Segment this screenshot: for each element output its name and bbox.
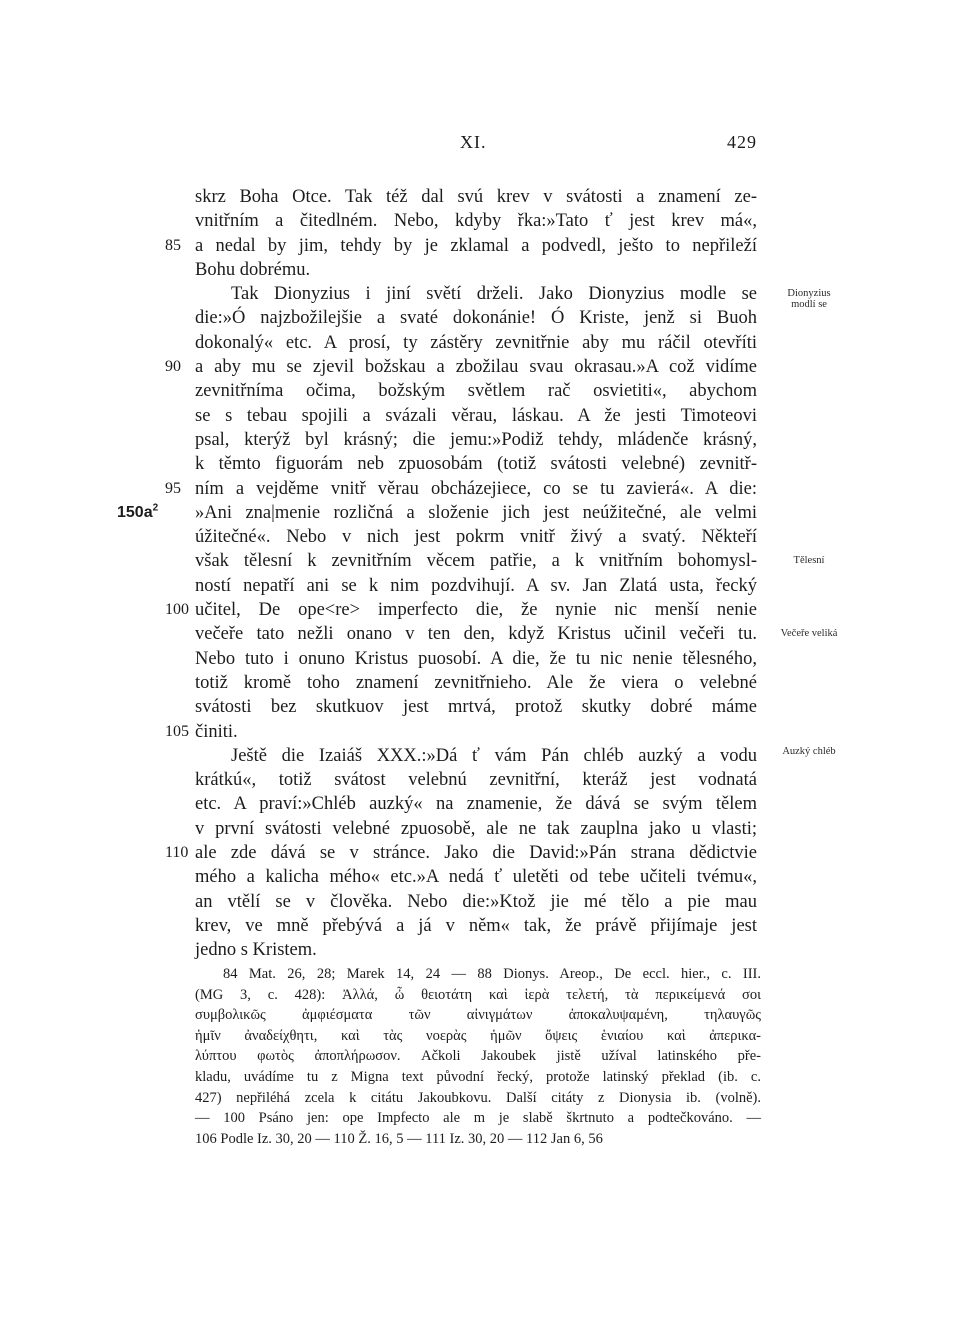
text-line: [195, 379, 757, 403]
margin-note-line: Auzký chléb: [782, 746, 836, 757]
folio-sup: 2: [152, 502, 159, 514]
footnote-line: 84 Mat. 26, 28; Marek 14, 24 — 88 Dionys. Areop., De eccl. hier., c. III.: [223, 966, 761, 982]
footnote-line: συμβολικῶς ἀμφιέσματα τῶν αἰνιγμάτων ἀποκαλυψαμένη, τηλαυγῶς: [195, 1007, 761, 1024]
text-line: [195, 258, 757, 282]
line-number: 95: [165, 479, 181, 497]
line-text: zevnitřníma očima, božským světlem rač osvietiti«, abychom: [195, 381, 757, 402]
text-line: [195, 914, 757, 938]
footnote-line: (MG 3, c. 428): Ἀλλά, ὦ θειοτάτη καὶ ἱερὰ τελετή, τὰ περικείμενά σοι: [195, 986, 761, 1003]
text-line: [195, 792, 757, 816]
margin-note-line: Tělesní: [793, 555, 825, 566]
line-text: svátosti bez skutkuov jest mrtvá, protož skutky dobré máme: [195, 697, 757, 718]
text-line: [195, 890, 757, 914]
line-text: »Ani zna|menie rozličná a složenie jich jest neúžitečné, ale velmi: [195, 502, 757, 523]
line-text: skrz Boha Otce. Tak též dal svú krev v svátosti a znamení ze-: [195, 187, 757, 207]
margin-note-auzky-chleb: [768, 746, 850, 757]
footnote-line: kladu, uvádíme tu z Migna text původní řecký, protože latinský překlad (ib. c.: [195, 1068, 761, 1085]
line-text: činiti.: [195, 721, 238, 742]
line-text: etc. A praví:»Chléb auzký« na znamenie, že dává se svým tělem: [195, 794, 757, 815]
text-line: [195, 428, 757, 452]
margin-note-dionyzius: [768, 288, 850, 310]
text-line: [195, 306, 757, 330]
text-line: [165, 355, 757, 379]
line-text: v první svátosti velebné zpuosobě, ale ne tak zauplna jako u vlasti;: [195, 818, 757, 839]
text-line: [165, 841, 757, 865]
footnote-line: — 100 Psáno jen: ope Impfecto ale m je slabě škrtnuto a podtečkováno. —: [195, 1110, 761, 1127]
text-line: [195, 865, 757, 889]
line-text: však tělesní k zevnitřním věcem patřie, a k vnitřním bohomysl-: [195, 551, 757, 572]
line-text: psal, kterýž byl krásný; die jemu:»Podiž tehdy, mládenče krásný,: [195, 429, 757, 450]
line-number: 100: [165, 601, 189, 619]
running-header: [195, 132, 757, 156]
text-line: [195, 209, 757, 233]
text-line: [195, 331, 757, 355]
text-line: [195, 622, 757, 646]
line-text: krev, ve mně přebývá a já v něm« tak, že právě přijímaje jest: [195, 915, 757, 936]
text-line: [165, 234, 757, 258]
text-line: [117, 501, 757, 525]
line-text: večeře tato nežli onano v ten den, když Kristus učinil večeři tu.: [195, 624, 757, 645]
line-text: a aby mu se zjevil božskau a zbožilau svau okrasau.»A což vidíme: [195, 357, 757, 378]
text-line: [195, 768, 757, 792]
margin-note-line: modlí se: [791, 299, 827, 310]
line-text: mého a kalicha mého« etc.»A nedá ť uletěti od tebe učiteli tvému«,: [195, 867, 757, 888]
section-number: XI.: [460, 132, 487, 152]
line-text: Ještě die Izaiáš XXX.:»Dá ť vám Pán chléb auzký a vodu: [231, 745, 757, 766]
text-line: [195, 695, 757, 719]
line-text: Nebo tuto i onuno Kristus puosobí. A die, že tu nic nenie tělesného,: [195, 648, 757, 669]
line-text: an vtělí se v člověka. Nebo die:»Ktož jie mé tělo a pie mau: [195, 891, 757, 912]
folio-base: 150a: [117, 503, 153, 521]
line-text: die:»Ó najzbožilejšie a svaté dokonánie! Ó Kriste, jenž si Buoh: [195, 308, 757, 329]
page-number: 429: [727, 132, 757, 152]
line-text: učitel, De ope<re> imperfecto die, že nynie nic menší nenie: [195, 600, 757, 621]
margin-note-line: Večeře veliká: [780, 628, 838, 639]
line-text: ale zde dává se v stránce. Jako die David:»Pán strana dědictvie: [195, 843, 757, 864]
line-text: Bohu dobrému.: [195, 259, 311, 280]
line-text: k těmto figuorám neb zpuosobám (totiž svátosti velebné) zevnitř-: [195, 454, 757, 475]
text-line: [195, 938, 757, 962]
footnote-line: λύπτου φωτὸς ἀποπλήρωσον. Ačkoli Jakoubek jistě užíval latinského pře-: [195, 1048, 761, 1065]
text-line: [165, 598, 757, 622]
text-line: [165, 720, 757, 744]
line-text: a nedal by jim, tehdy by je zklamal a podvedl, ješto to nepřileží: [195, 235, 757, 256]
line-text: totiž kromě toho znamení zevnitřnieho. Ale že viera o velebné: [195, 672, 757, 693]
text-line: [165, 477, 757, 501]
footnote-line: ἡμῖν ἀναδείχθητι, καὶ τὰς νοερὰς ἡμῶν ὄψεις ἑνιαίου καὶ ἀπερικα-: [195, 1027, 761, 1044]
footnote-line: 427) nepřiléhá zcela k citátu Jakoubkovu. Další citáty z Dionysia ib. (volně).: [195, 1089, 761, 1106]
text-line: [195, 744, 757, 768]
text-line: [195, 817, 757, 841]
text-line: [195, 404, 757, 428]
line-number: 105: [165, 722, 189, 740]
text-line: [195, 525, 757, 549]
text-line: [195, 185, 757, 209]
margin-note-line: Dionyzius: [787, 288, 831, 299]
line-number: 110: [165, 844, 189, 862]
line-text: úžitečné«. Nebo v nich jest pokrm vnitř živý a svatý. Někteří: [195, 527, 757, 548]
line-text: ním a vejděme vnitř věrau obcházejiece, co se tu zavierá«. A die:: [195, 478, 757, 499]
line-number: 85: [165, 236, 181, 254]
text-line: [195, 574, 757, 598]
folio-marker: [117, 501, 158, 525]
main-text: [117, 185, 757, 963]
text-line: [195, 549, 757, 573]
margin-note-telesni: [768, 555, 850, 566]
line-text: ností nepatří ani se k nim pozdvihují. A sv. Jan Zlatá usta, řecký: [195, 575, 757, 596]
line-text: jedno s Kristem.: [195, 940, 317, 961]
line-text: krátkú«, totiž svátost velebnú zevnitřní, kteráž jest vodnatá: [195, 770, 757, 791]
text-line: [195, 282, 757, 306]
text-line: [195, 452, 757, 476]
line-number: 90: [165, 358, 181, 376]
line-text: vnitřním a čitedlném. Nebo, kdyby řka:»Tato ť jest krev má«,: [195, 211, 757, 232]
margin-note-vecere: [768, 628, 850, 639]
footnote-line: 106 Podle Iz. 30, 20 — 110 Ž. 16, 5 — 111 Iz. 30, 20 — 112 Jan 6, 56: [195, 1130, 603, 1147]
line-text: se s tebau spojili a svázali věrau, láskau. A že jesti Timoteovi: [195, 405, 757, 426]
line-text: Tak Dionyzius i jiní světí drželi. Jako Dionyzius modle se: [231, 284, 757, 305]
text-line: [195, 647, 757, 671]
line-text: dokonalý« etc. A prosí, ty zástěry zevnitřnie aby mu ráčil otevříti: [195, 332, 757, 353]
text-line: [195, 671, 757, 695]
footnotes: [195, 964, 761, 1149]
